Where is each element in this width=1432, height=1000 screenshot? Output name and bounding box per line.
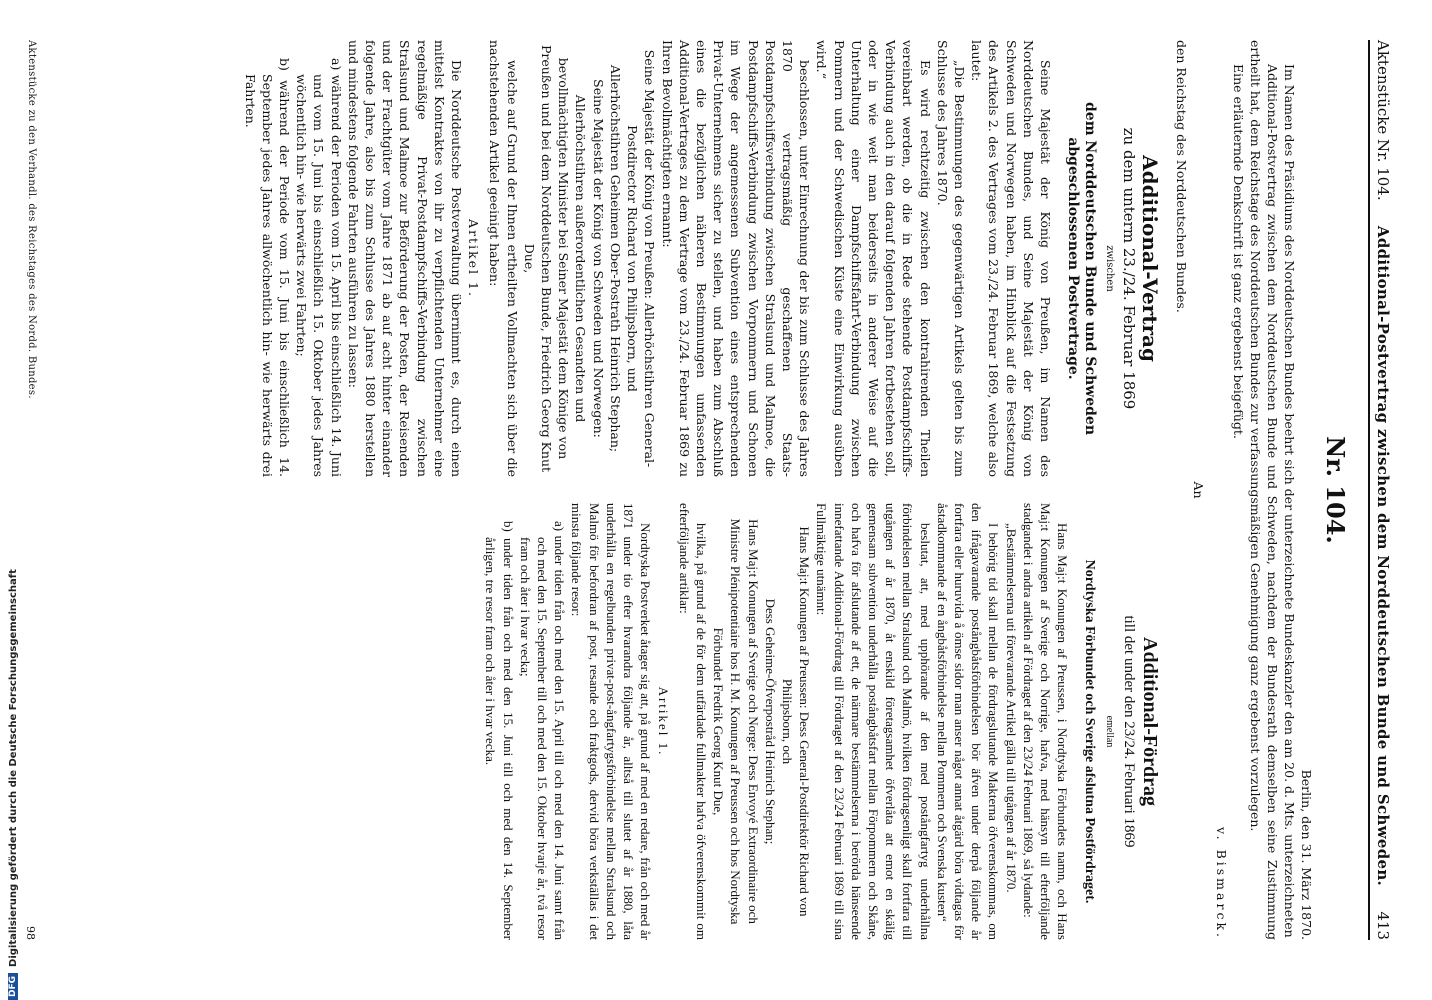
letter-signature: v. Bismarck. bbox=[1214, 827, 1229, 940]
german-paragraph: welche auf Grund der Ihnen ertheilten Vollmachten sich über die nachstehenden Artikel geeinigt haben: bbox=[487, 40, 520, 477]
german-between: zwischen bbox=[1103, 245, 1115, 292]
german-bold-title: dem Norddeutschen Bunde und Schweden abgeschlossenen Postvertrage. bbox=[1065, 102, 1099, 435]
address-line-2: den Reichstag des Norddeutschen Bundes. bbox=[1174, 40, 1189, 313]
swedish-paragraph: Hans Maj:t Konungen af Sverige och Norge: Dess Envoyé Extraordinaire och Ministre Plénipotentiaire hos H. M. Konungen af Preussen och hos Nordtyska Förbundet Fredrik Georg Knut Due, bbox=[711, 518, 761, 925]
swedish-article-text: Nordtyska Postverket åtager sig att, på grund af med en redare, från och med år 1871 under tio efter hvarandra följande år, alltså till slutet af år 1880, låta underhålla en regelbunden privat-post-ångfartygsförbindelse mellan Stralsund och Malmö för befordran af post, resande och fraktgods, dervid böra verkställas i det minsta följande resor: bbox=[569, 503, 654, 940]
german-paragraph: beschlossen, unter Einrechnung der bis zum Schlusse des Jahres 1870 vertragsmäßig geschaffenen Staats-Postdampfschiffsverbindung zwischen Stralsund und Malmoe, die Postdampfschiffs-Verbindung zwischen Vorpommern und Schonen im Wege der angemessenen Subvention eines entsprechenden Privat-Unternehmens sicher zu stellen, und haben zum Abschluß eines die bezüglichen näheren Bestimmungen umfassenden Additional-Vertrages zu dem Vertrage vom 23./24. Februar 1869 zu Ihren Bevollmächtigten ernannt: bbox=[659, 40, 813, 477]
swedish-paragraph: hvilka, på grund af de för dem utfärdade fullmakter hafva öfverenskommit om efterföljande artiklar: bbox=[676, 503, 709, 940]
german-paragraph: Seine Majestät der König von Schweden und Norwegen: Allerhöchstihren außerordentlichen Gesandten und bevollmächtigten Minister bei Seiner Majestät dem Könige von Preußen und bei dem Norddeutschen Bunde, Friedrich Georg Knut Due, bbox=[521, 44, 606, 473]
treaty-columns bbox=[241, 40, 1162, 940]
german-subtitle: zu dem unterm 23./24. Februar 1869 bbox=[1119, 127, 1138, 410]
swedish-paragraph: I behörig tid skall mellan de fördragslutande Makterna öfverenskommas, om den ifrågavarande postångbåtsförbindelsen bör äfven under derpå följande år fortfara eller huruvida å ömse sidor man anser något annat åtgärd böra vidtagas för åstadkommande af en ångbåtsförbindelse mellan Pommern och Svenska kusten“ bbox=[934, 503, 1002, 940]
swedish-paragraph: beslutat, att, med upphörande af den med postångfartyg underhållna förbindelsen mellan Stralsund och Malmö, hvilken fördragsenligt skall fortfara till utgången af år 1870, åt enskild företagsamhet öfverlåta att emot en skälig gemensam subvention underhålla postångbåtsfart mellan Förpommern och Skåne, och hafva för afslutande af ett, de närmare bestämmelserna i berörda hänseende innefattande Additional-Fördrag till Fördraget af den 23/24 Februari 1869 till sina Fullmäktige utnämnt: bbox=[814, 503, 933, 940]
swedish-list-item: a) under tiden från och med den 15. April till och med den 14. Juni samt från och med den 15. September till och med den 15. Oktober hvarje år, två resor fram och åter i hvar vecka; bbox=[517, 521, 568, 940]
letter-address bbox=[1173, 40, 1207, 940]
page-number: 413 bbox=[1374, 911, 1392, 940]
cover-letter bbox=[1173, 40, 1315, 940]
swedish-between: emellan bbox=[1103, 715, 1115, 748]
swedish-title: Additional-Fördrag bbox=[1139, 637, 1161, 806]
german-paragraph: Seine Majestät der König von Preußen, im Namen des Norddeutschen Bundes, und Seine Majestät der König von Schweden und Norwegen haben, im Hinblick auf die Festsetzung des Artikels 2. des Vertrages vom 23./24. Februar 1869, welche also lautet: bbox=[969, 40, 1053, 477]
german-paragraph: Es wird rechtzeitig zwischen den kontrahirenden Theilen vereinbart werden, ob die in Rede stehende Postdampfschiffs-Verbindung auch in den darauf folgenden Jahren fortbestehen soll, oder in wie weit man beiderseits in anderer Weise auf die Unterhaltung einer Dampfschiffsfahrt-Verbindung zwischen Pommern und der Schwedischen Küste eine Einwirkung ausüben wird.“ bbox=[814, 40, 933, 477]
footer-sheet-number: 98 bbox=[24, 926, 37, 940]
swedish-paragraph: „Bestämmelserna uti förevarande Artikel gälla till utgången af år 1870. bbox=[1003, 523, 1019, 893]
dfg-logo: DFG bbox=[8, 973, 18, 1000]
german-paragraph: Seine Majestät der König von Preußen: Allerhöchstihren General-Postdirector Richard von Philipsborn, und bbox=[625, 49, 658, 468]
letter-paragraph: Eine erläuternde Denkschrift ist ganz ergebenst beigefügt. bbox=[1231, 64, 1246, 439]
page-footer bbox=[24, 40, 37, 940]
swedish-paragraph: Dess Geheime-Öfverpostråd Heinrich Stephan; bbox=[762, 598, 778, 845]
german-paragraph: „Die Bestimmungen des gegenwärtigen Artikels gelten bis zum Schlusse des Jahres 1870. bbox=[934, 40, 967, 477]
german-title: Additional-Vertrag bbox=[1138, 155, 1162, 362]
letter-paragraph: Im Namen des Präsidiums des Norddeutschen Bundes beehrt sich der unterzeichnete Bundeskanzler den am 20. d. Mts. unterzeichneten bbox=[1282, 64, 1297, 938]
german-list-item: b) während der Periode vom 15. Juni bis einschließlich 14. September jedes Jahres allwöchentlich hin- wie herwärts drei Fahrten. bbox=[242, 58, 293, 477]
swedish-column bbox=[241, 503, 1161, 940]
footer-note: Aktenstücke zu den Verhandl. des Reichstages des Nordd. Bundes. bbox=[26, 40, 37, 399]
german-paragraph: Allerhöchstihren Geheimen Ober-Postrath Heinrich Stephan; bbox=[607, 64, 623, 453]
swedish-paragraph: Hans Maj:t Konungen af Preussen: Dess General-Postdirektör Richard von Philipsborn, och bbox=[779, 526, 813, 917]
german-column bbox=[241, 40, 1162, 477]
swedish-paragraph: Hans Maj:t Konungen af Preussen, i Nordtyska Förbundets namn, och Hans Maj:t Konungen af Sverige och Norrige, hafva, med hänsyn till efterföljande stadgandet i andra artikeln af Fördraget af den 23/24 Februari 1869, så lydande: bbox=[1020, 503, 1071, 940]
german-article-heading: Artikel 1. bbox=[466, 219, 482, 298]
address-line-1: An bbox=[1191, 481, 1206, 499]
letter-date: Berlin, den 31. März 1870. bbox=[1299, 769, 1314, 940]
swedish-subtitle: till det under den 23/24. Februari 1869 bbox=[1120, 615, 1137, 848]
running-head bbox=[1368, 40, 1392, 940]
digitization-text: Digitalisierung gefördert durch die Deutsche Forschungsgemeinschaft bbox=[7, 569, 19, 967]
running-head-left: Aktenstücke Nr. 104. bbox=[1374, 40, 1392, 201]
digitization-note bbox=[2, 0, 24, 1000]
letter-paragraph: Additional-Postvertrag zwischen dem Norddeutschen Bunde und Schweden, nachdem der Bundesrath demselben seine Zustimmung ertheilt hat, dem Reichstage des Norddeutschen Bundes zur verfassungsmäßigen Genehmigung ganz ergebenst vorzulegen. bbox=[1248, 40, 1280, 940]
swedish-bold-title: Nordtyska Förbundet och Sverige afslutna Postfördraget. bbox=[1082, 559, 1098, 904]
document-number: Nr. 104. bbox=[1321, 436, 1350, 544]
swedish-article-heading: Artikel 1. bbox=[655, 686, 671, 757]
german-list-item: a) während der Perioden vom 15. April bis einschließlich 14. Juni und vom 15. Juni bis einschließlich 15. Oktober jedes Jahres wöchentlich hin- wie herwärts zwei Fahrten; bbox=[294, 58, 344, 477]
german-article-text: Die Norddeutsche Postverwaltung übernimmt es, durch einen mittelst Kontraktes von ihr zu verpflichtenden Unternehmer eine regelmäßige Privat-Postdampfschiffs-Verbindung zwischen Stralsund und Malmoe zur Beförderung der Posten, der Reisenden und der Frachtgüter vom Jahre 1871 ab auf acht hinter einander folgende Jahre, also bis zum Schlusse des Jahres 1880 herstellen und mindestens folgende Fahrten ausführen zu lassen: bbox=[345, 40, 465, 477]
running-head-title: Additional-Postvertrag zwischen dem Norddeutschen Bunde und Schweden. bbox=[1374, 225, 1392, 887]
swedish-list-item: b) under tiden från och med den 15. Juni till och med den 14. September årligen, tre resor fram och åter i hvar vecka. bbox=[483, 521, 516, 940]
